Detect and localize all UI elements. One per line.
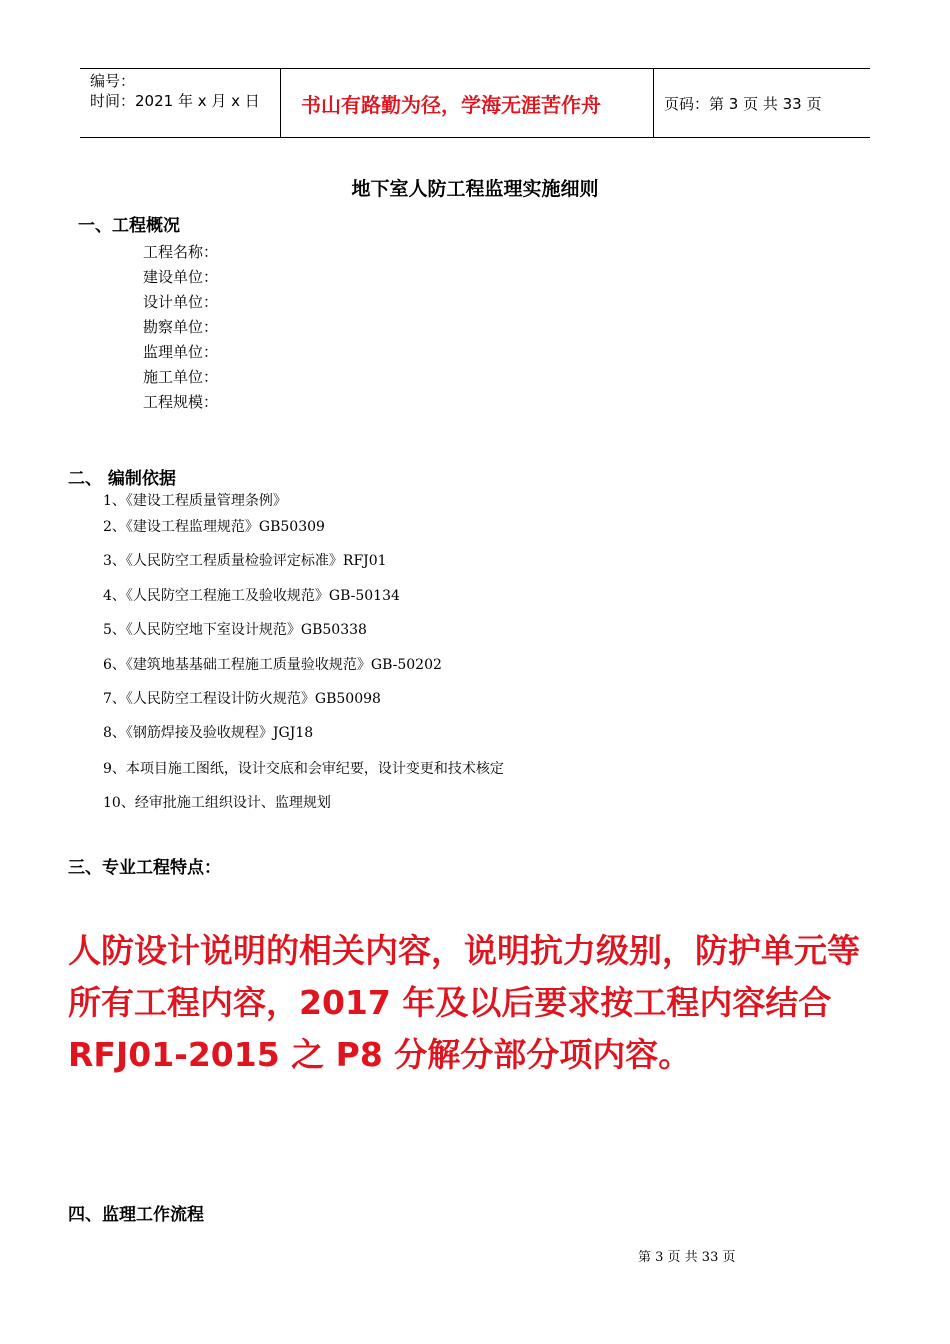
reference-item: 2、《建设工程监理规范》GB50309 (103, 519, 325, 535)
page-info-cell (654, 69, 870, 137)
number-label: 编号： (90, 72, 136, 90)
page-info-text: 页码：第 3 页 共 33 页 (664, 94, 822, 113)
reference-item: 9、本项目施工图纸，设计交底和会审纪要，设计变更和技术核定 (103, 761, 504, 777)
reference-item: 3、《人民防空工程质量检验评定标准》RFJ01 (103, 553, 387, 569)
reference-item: 4、《人民防空工程施工及验收规范》GB-50134 (103, 588, 400, 604)
motto-cell (281, 69, 654, 137)
field-client: 建设单位： (143, 268, 219, 286)
section-3-heading: 三、专业工程特点： (68, 858, 221, 878)
field-supervisor: 监理单位： (143, 343, 219, 361)
field-designer: 设计单位： (143, 293, 219, 311)
reference-item: 1、《建设工程质量管理条例》 (103, 493, 287, 509)
section-2-heading: 二、 编制依据 (68, 469, 176, 489)
reference-item: 6、《建筑地基基础工程施工质量验收规范》GB-50202 (103, 657, 442, 673)
page-footer: 第 3 页 共 33 页 (638, 1250, 736, 1265)
field-surveyor: 勘察单位： (143, 318, 219, 336)
document-title: 地下室人防工程监理实施细则 (351, 178, 599, 200)
header-meta-cell (80, 69, 281, 137)
design-notes-highlight: 人防设计说明的相关内容，说明抗力级别，防护单元等所有工程内容，2017 年及以后要求按工程内容结合 RFJ01-2015 之 P8 分解分部分项内容。 (68, 931, 860, 1074)
field-contractor: 施工单位： (143, 368, 219, 386)
field-project-name: 工程名称： (143, 243, 219, 261)
date-label: 时间：2021 年 x 月 x 日 (90, 92, 260, 110)
reference-item: 8、《钢筋焊接及验收规程》JGJ18 (103, 725, 314, 741)
reference-item: 7、《人民防空工程设计防火规范》GB50098 (103, 691, 381, 707)
header-table (80, 68, 870, 138)
field-scale: 工程规模： (143, 393, 219, 411)
section-4-heading: 四、监理工作流程 (68, 1205, 204, 1225)
reference-item: 10、经审批施工组织设计、监理规划 (103, 795, 331, 811)
section-1-heading: 一、工程概况 (78, 216, 180, 236)
motto-text: 书山有路勤为径，学海无涯苦作舟 (301, 92, 601, 117)
reference-item: 5、《人民防空地下室设计规范》GB50338 (103, 622, 367, 638)
